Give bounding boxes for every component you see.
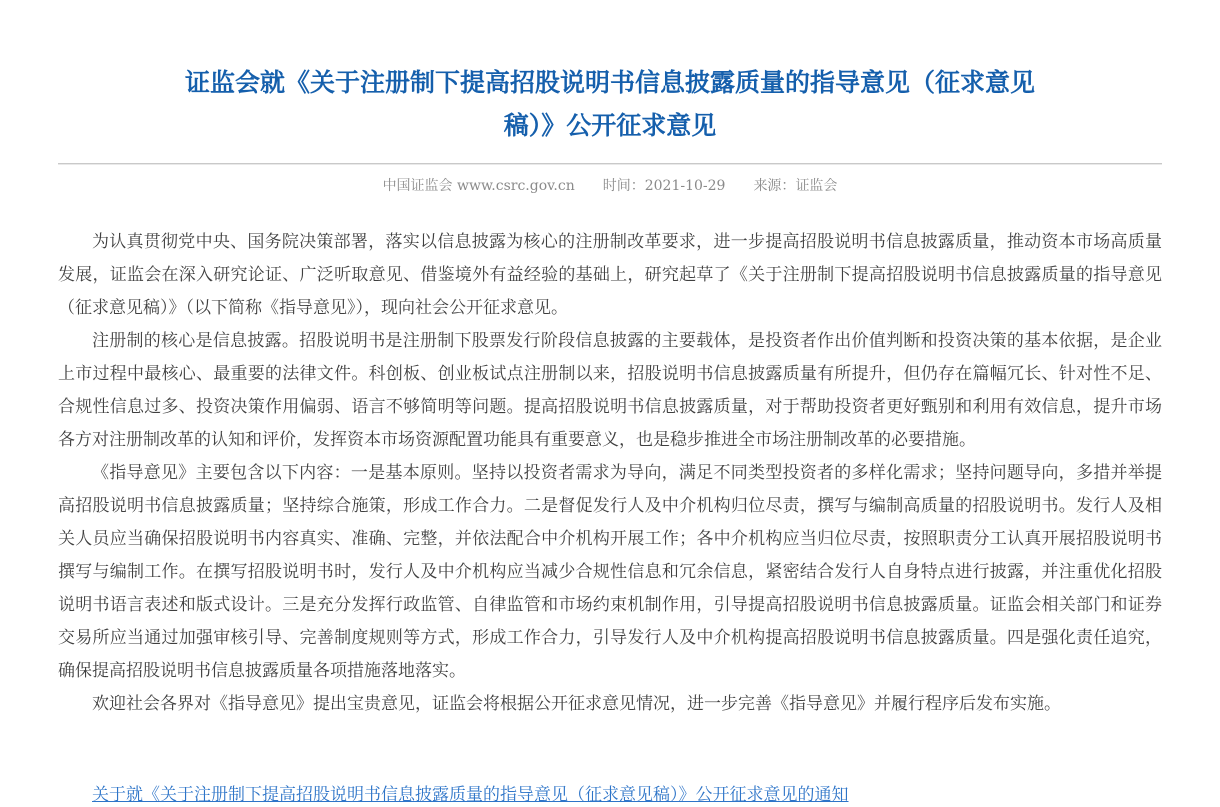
attachment-section [58,783,1162,807]
meta-source [753,178,837,194]
title-divider [58,163,1162,165]
meta-source-label: 来源： [753,178,796,194]
body-paragraph-2: 注册制的核心是信息披露。招股说明书是注册制下股票发行阶段信息披露的主要载体，是投资者作出价值判断和投资决策的基本依据，是企业上市过程中最核心、最重要的法律文件。科创板、创业板试点注册制以来，招股说明书信息披露质量有所提升，但仍存在篇幅冗长、针对性不足、合规性信息过多、投资决策作用偏弱、语言不够简明等问题。提高招股说明书信息披露质量，对于帮助投资者更好甄别和利用有效信息，提升市场各方对注册制改革的认知和评价，发挥资本市场资源配置功能具有重要意义，也是稳步推进全市场注册制改革的必要措施。 [58,331,1162,450]
body-paragraph-3: 《指导意见》主要包含以下内容：一是基本原则。坚持以投资者需求为导向，满足不同类型投资者的多样化需求；坚持问题导向，多措并举提高招股说明书信息披露质量；坚持综合施策，形成工作合力。二是督促发行人及中介机构归位尽责，撰写与编制高质量的招股说明书。发行人及相关人员应当确保招股说明书内容真实、准确、完整，并依法配合中介机构开展工作；各中介机构应当归位尽责，按照职责分工认真开展招股说明书撰写与编制工作。在撰写招股说明书时，发行人及中介机构应当减少合规性信息和冗余信息，紧密结合发行人自身特点进行披露，并注重优化招股说明书语言表述和版式设计。三是充分发挥行政监管、自律监管和市场约束机制作用，引导提高招股说明书信息披露质量。证监会相关部门和证券交易所应当通过加强审核引导、完善制度规则等方式，形成工作合力，引导发行人及中介机构提高招股说明书信息披露质量。四是强化责任追究，确保提高招股说明书信息披露质量各项措施落地落实。 [58,463,1162,681]
meta-source-site: 中国证监会 www.csrc.gov.cn [382,178,575,194]
meta-time [603,178,726,194]
meta-source-value: 证监会 [795,178,838,194]
notice-attachment-link[interactable]: 关于就《关于注册制下提高招股说明书信息披露质量的指导意见（征求意见稿）》公开征求意见的通知 [92,785,849,805]
page-title: 证监会就《关于注册制下提高招股说明书信息披露质量的指导意见（征求意见稿）》公开征求意见 [184,69,1035,140]
article-page [58,0,1162,807]
meta-time-label: 时间： [602,178,645,194]
body-paragraph-1: 为认真贯彻党中央、国务院决策部署，落实以信息披露为核心的注册制改革要求，进一步提高招股说明书信息披露质量，推动资本市场高质量发展，证监会在深入研究论证、广泛听取意见、借鉴境外有益经验的基础上，研究起草了《关于注册制下提高招股说明书信息披露质量的指导意见（征求意见稿）》（以下简称《指导意见》），现向社会公开征求意见。 [58,232,1162,318]
article-meta [58,176,1162,196]
article-body [58,226,1162,721]
meta-time-value: 2021-10-29 [644,178,726,194]
body-paragraph-4: 欢迎社会各界对《指导意见》提出宝贵意见，证监会将根据公开征求意见情况，进一步完善《指导意见》并履行程序后发布实施。 [92,694,1061,714]
